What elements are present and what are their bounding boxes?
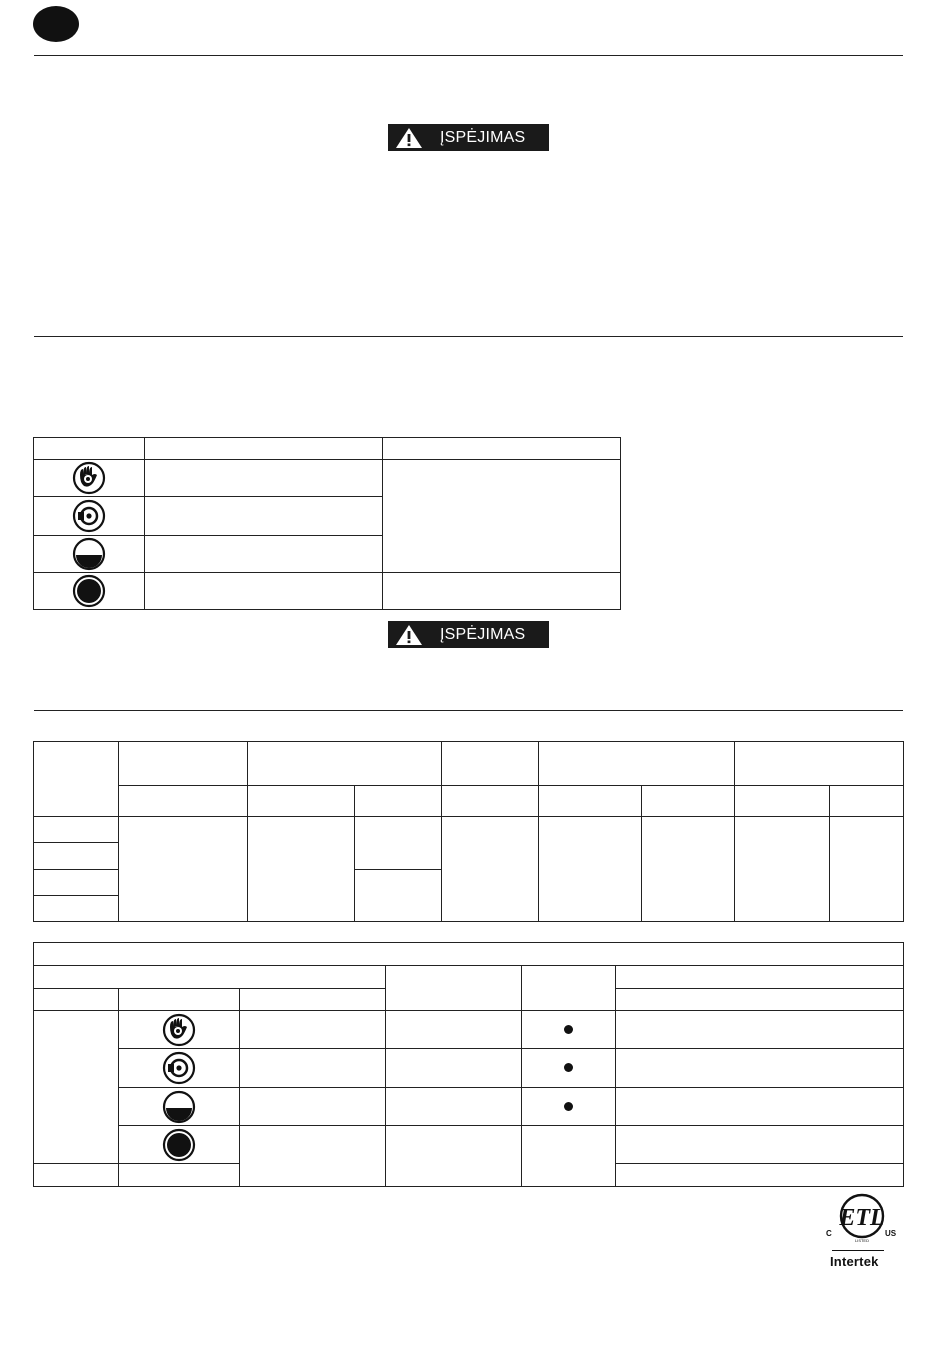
bullet-mark — [564, 1063, 573, 1072]
section-divider — [34, 710, 903, 711]
warning-triangle-icon — [394, 623, 424, 647]
cert-c-label: C — [826, 1229, 832, 1238]
rotation-gear-hand-icon — [72, 461, 106, 495]
icon-cell — [34, 536, 145, 573]
cell — [386, 1088, 522, 1126]
merged-cell — [442, 817, 539, 922]
icon-cell — [119, 1088, 240, 1126]
subheader-cell — [119, 786, 248, 817]
merged-cell — [248, 817, 355, 922]
merged-cell — [355, 870, 442, 922]
merged-cell — [119, 817, 248, 922]
cell — [386, 1011, 522, 1049]
merged-cell — [386, 1126, 522, 1187]
title-cell — [34, 943, 904, 966]
subheader-cell — [355, 786, 442, 817]
cell — [145, 536, 383, 573]
header-cell — [616, 966, 904, 989]
etl-logo-icon — [834, 1192, 890, 1248]
header-cell — [34, 438, 145, 460]
header-cell — [145, 438, 383, 460]
model-cell — [34, 896, 119, 922]
spec-table — [33, 741, 904, 922]
model-cell — [34, 843, 119, 870]
intertek-label: Intertek — [830, 1254, 879, 1269]
model-cell — [34, 870, 119, 896]
header-cell — [383, 438, 621, 460]
header-cell — [119, 742, 248, 786]
icon-cell — [119, 1011, 240, 1049]
cell — [386, 1049, 522, 1088]
header-cell — [386, 966, 522, 1011]
cert-us-label: US — [885, 1229, 897, 1238]
cert-divider — [832, 1250, 884, 1251]
svg-text:LISTED: LISTED — [854, 1238, 870, 1243]
merged-cell — [642, 817, 735, 922]
subheader-cell — [240, 989, 386, 1011]
warning-banner — [388, 621, 549, 648]
rotation-gear-hand-icon — [162, 1013, 196, 1047]
subheader-cell — [34, 989, 119, 1011]
cell — [383, 573, 621, 610]
section-divider — [34, 55, 903, 56]
merged-cell — [539, 817, 642, 922]
cell — [616, 1011, 904, 1049]
icon-cell — [119, 1049, 240, 1088]
subheader-cell — [642, 786, 735, 817]
model-cell — [34, 817, 119, 843]
merged-cell — [355, 817, 442, 870]
mark-cell — [522, 1011, 616, 1049]
side-grip-circle-icon — [162, 1051, 196, 1085]
cell — [240, 1049, 386, 1088]
cell — [616, 1126, 904, 1164]
header-cell — [735, 742, 904, 786]
cell — [240, 1088, 386, 1126]
cell — [616, 1164, 904, 1187]
header-cell — [522, 966, 616, 1011]
side-grip-circle-icon — [72, 499, 106, 533]
section-divider — [34, 336, 903, 337]
mark-cell — [522, 1088, 616, 1126]
language-badge — [33, 6, 79, 42]
header-cell — [248, 742, 442, 786]
bullet-mark — [564, 1102, 573, 1111]
header-cell — [539, 742, 735, 786]
warning-triangle-icon — [394, 126, 424, 150]
icon-cell — [34, 497, 145, 536]
bullet-mark — [564, 1025, 573, 1034]
mode-table — [33, 942, 904, 1187]
cell — [119, 1164, 240, 1187]
subheader-cell — [735, 786, 830, 817]
merged-cell — [522, 1126, 616, 1187]
merged-cell — [735, 817, 830, 922]
etl-certification-mark — [826, 1192, 896, 1272]
subheader-cell — [616, 989, 904, 1011]
subheader-cell — [830, 786, 904, 817]
merged-cell — [34, 1011, 119, 1164]
symbol-table — [33, 437, 621, 610]
cell — [240, 1011, 386, 1049]
subheader-cell — [119, 989, 240, 1011]
warning-label: ĮSPĖJIMAS — [440, 128, 526, 146]
icon-cell — [119, 1126, 240, 1164]
merged-cell — [240, 1126, 386, 1187]
merged-cell — [383, 460, 621, 573]
warning-banner — [388, 124, 549, 151]
filled-circle-icon — [72, 574, 106, 608]
svg-text:ETL: ETL — [839, 1205, 885, 1231]
header-cell — [34, 742, 119, 817]
subheader-cell — [248, 786, 355, 817]
subheader-cell — [539, 786, 642, 817]
half-filled-circle-icon — [162, 1090, 196, 1124]
half-filled-circle-icon — [72, 537, 106, 571]
warning-label: ĮSPĖJIMAS — [440, 625, 526, 643]
subheader-cell — [442, 786, 539, 817]
cell — [616, 1088, 904, 1126]
header-cell — [442, 742, 539, 786]
cell — [145, 573, 383, 610]
merged-cell — [830, 817, 904, 922]
cell — [145, 460, 383, 497]
mark-cell — [522, 1049, 616, 1088]
filled-circle-icon — [162, 1128, 196, 1162]
cell — [145, 497, 383, 536]
icon-cell — [34, 573, 145, 610]
cell — [616, 1049, 904, 1088]
cell — [34, 1164, 119, 1187]
header-cell — [34, 966, 386, 989]
icon-cell — [34, 460, 145, 497]
